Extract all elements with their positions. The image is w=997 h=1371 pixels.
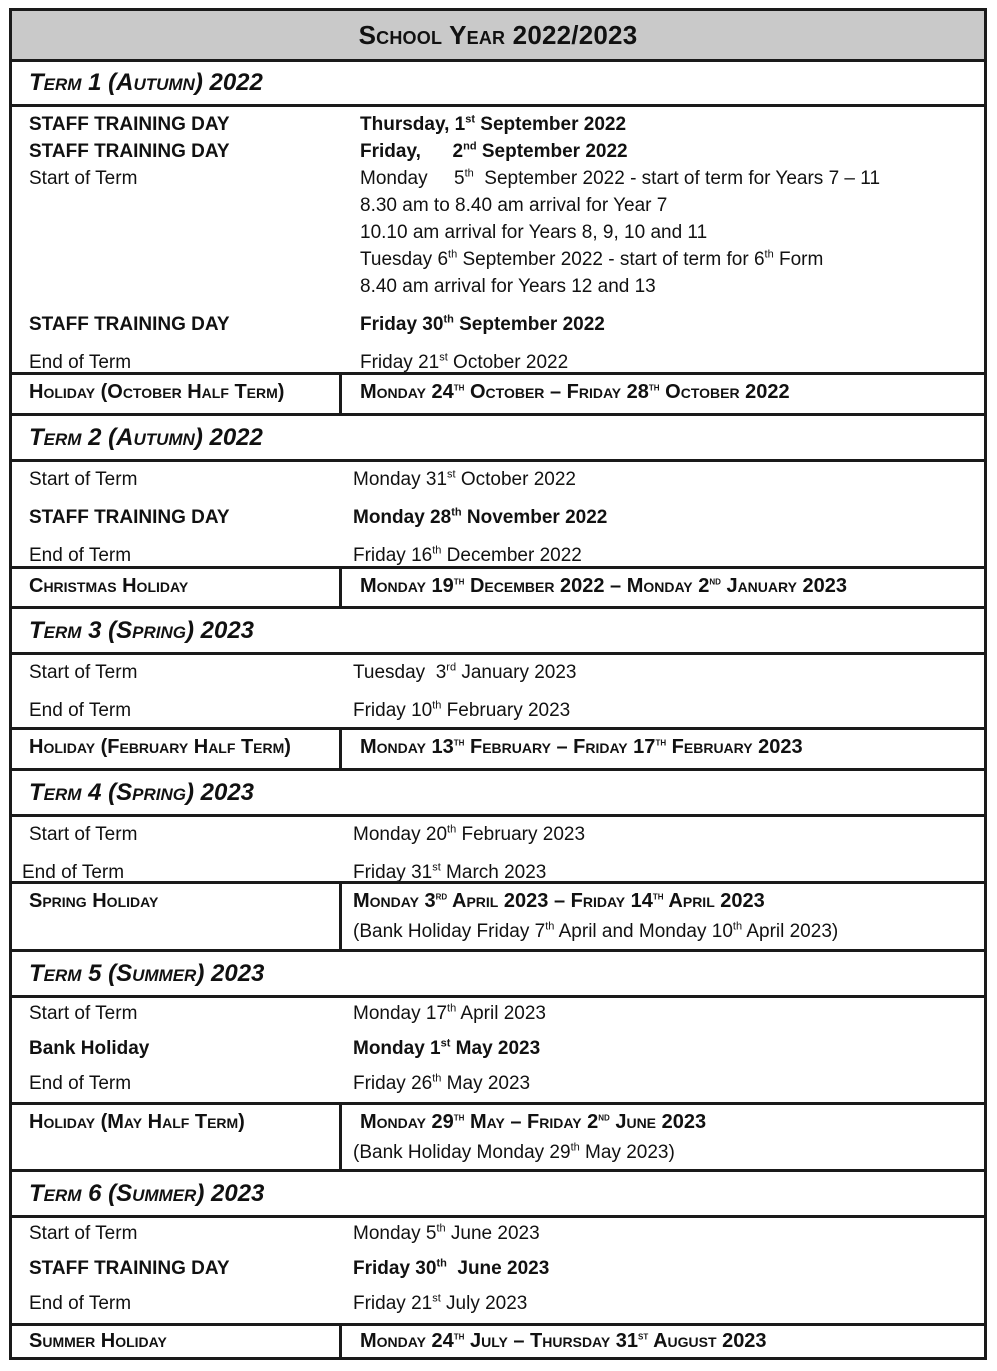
holiday-label: Holiday (May Half Term): [12, 1105, 342, 1169]
term-3-holiday-row: [12, 727, 984, 768]
holiday-label: Holiday (February Half Term): [12, 730, 342, 768]
row-value: Friday 30th June 2023: [353, 1257, 550, 1279]
row-label: End of Term: [29, 1293, 132, 1314]
row-label: STAFF TRAINING DAY: [29, 314, 230, 335]
term-2-body: [12, 459, 984, 566]
term-1-heading: Term 1 (Autumn) 2022: [29, 69, 263, 96]
table-title: School Year 2022/2023: [358, 19, 638, 50]
term-2-heading: Term 2 (Autumn) 2022: [29, 423, 263, 451]
row-value: Friday 21st October 2022: [360, 351, 569, 373]
holiday-dates-text: Monday 29th May – Friday 2nd June 2023: [360, 1111, 707, 1133]
row-label: End of Term: [29, 700, 132, 721]
row-label: Start of Term: [29, 1223, 138, 1244]
row-label: End of Term: [29, 545, 132, 566]
holiday-dates-text: Monday 19th December 2022 – Monday 2nd January 2023: [360, 575, 847, 597]
holiday-dates-text: Monday 3rd April 2023 – Friday 14th April 2023: [353, 890, 765, 912]
row-value: Tuesday 6th September 2022 - start of term for 6th Form: [360, 248, 824, 270]
term-5-heading-band: [12, 949, 984, 995]
term-3-heading-band: [12, 606, 984, 652]
row-value: Friday 31st March 2023: [353, 861, 547, 883]
term-6-heading: Term 6 (Summer) 2023: [29, 1179, 265, 1207]
row-label: Start of Term: [29, 824, 138, 845]
term-5-body: [12, 995, 984, 1102]
term-5-holiday-row: [12, 1102, 984, 1169]
term-4-heading: Term 4 (Spring) 2023: [29, 778, 255, 806]
holiday-dates: [342, 375, 984, 413]
row-label: STAFF TRAINING DAY: [29, 141, 230, 162]
row-label: End of Term: [29, 352, 132, 373]
holiday-dates-text: Monday 13th February – Friday 17th February 2023: [360, 736, 803, 758]
term-2-holiday-row: [12, 566, 984, 606]
term-1-holiday-row: [12, 372, 984, 413]
term-6-holiday-row: [12, 1323, 984, 1357]
row-value: Monday 28th November 2022: [353, 506, 608, 528]
holiday-dates: [342, 569, 984, 606]
row-value: Monday 1st May 2023: [353, 1037, 541, 1059]
holiday-label: Spring Holiday: [12, 884, 342, 949]
row-label: Bank Holiday: [29, 1038, 150, 1059]
term-5-heading: Term 5 (Summer) 2023: [29, 959, 265, 987]
row-value: 8.40 am arrival for Years 12 and 13: [360, 276, 656, 297]
row-value: Monday 17th April 2023: [353, 1002, 546, 1024]
row-value: 10.10 am arrival for Years 8, 9, 10 and 11: [360, 222, 708, 243]
row-value: Tuesday 3rd January 2023: [353, 661, 577, 683]
row-value: Friday, 2nd September 2022: [360, 140, 628, 162]
holiday-note: (Bank Holiday Monday 29th May 2023): [353, 1141, 675, 1163]
row-label: STAFF TRAINING DAY: [29, 1258, 230, 1279]
holiday-note: (Bank Holiday Friday 7th April and Monday 10th April 2023): [353, 920, 839, 942]
term-6-body: [12, 1215, 984, 1323]
row-value: Friday 30th September 2022: [360, 313, 605, 335]
row-label: End of Term: [22, 862, 125, 883]
holiday-dates: [342, 884, 984, 949]
row-value: Monday 5th June 2023: [353, 1222, 540, 1244]
row-value: Thursday, 1st September 2022: [360, 113, 627, 135]
term-3-body: [12, 652, 984, 727]
term-1-heading-band: [12, 59, 984, 104]
holiday-label: Summer Holiday: [12, 1326, 342, 1357]
row-value: Monday 5th September 2022 - start of term for Years 7 – 11: [360, 167, 881, 189]
row-value: Friday 21st July 2023: [353, 1292, 528, 1314]
term-4-body: [12, 814, 984, 881]
row-value: Friday 10th February 2023: [353, 699, 571, 721]
term-1-body: [12, 104, 984, 372]
row-label: STAFF TRAINING DAY: [29, 507, 230, 528]
row-value: 8.30 am to 8.40 am arrival for Year 7: [360, 195, 668, 216]
holiday-label: Christmas Holiday: [12, 569, 342, 606]
term-4-holiday-row: [12, 881, 984, 949]
row-label: Start of Term: [29, 662, 138, 683]
row-label: Start of Term: [29, 1003, 138, 1024]
row-value: Monday 20th February 2023: [353, 823, 586, 845]
term-6-heading-band: [12, 1169, 984, 1215]
term-4-heading-band: [12, 768, 984, 814]
row-label: STAFF TRAINING DAY: [29, 114, 230, 135]
holiday-dates: [342, 1105, 984, 1169]
row-label: Start of Term: [29, 469, 138, 490]
holiday-label: Holiday (October Half Term): [12, 375, 342, 413]
row-value: Friday 26th May 2023: [353, 1072, 531, 1094]
term-2-heading-band: [12, 413, 984, 459]
holiday-dates-text: Monday 24th July – Thursday 31st August 2023: [360, 1330, 767, 1352]
holiday-dates: [342, 730, 984, 768]
row-label: End of Term: [29, 1073, 132, 1094]
row-label: Start of Term: [29, 168, 138, 189]
row-value: Monday 31st October 2022: [353, 468, 576, 490]
table-title-band: [12, 11, 984, 59]
term-3-heading: Term 3 (Spring) 2023: [29, 616, 255, 644]
row-value: Friday 16th December 2022: [353, 544, 582, 566]
holiday-dates: [342, 1326, 984, 1357]
school-year-table: [9, 8, 987, 1360]
holiday-dates-text: Monday 24th October – Friday 28th October 2022: [360, 381, 790, 403]
